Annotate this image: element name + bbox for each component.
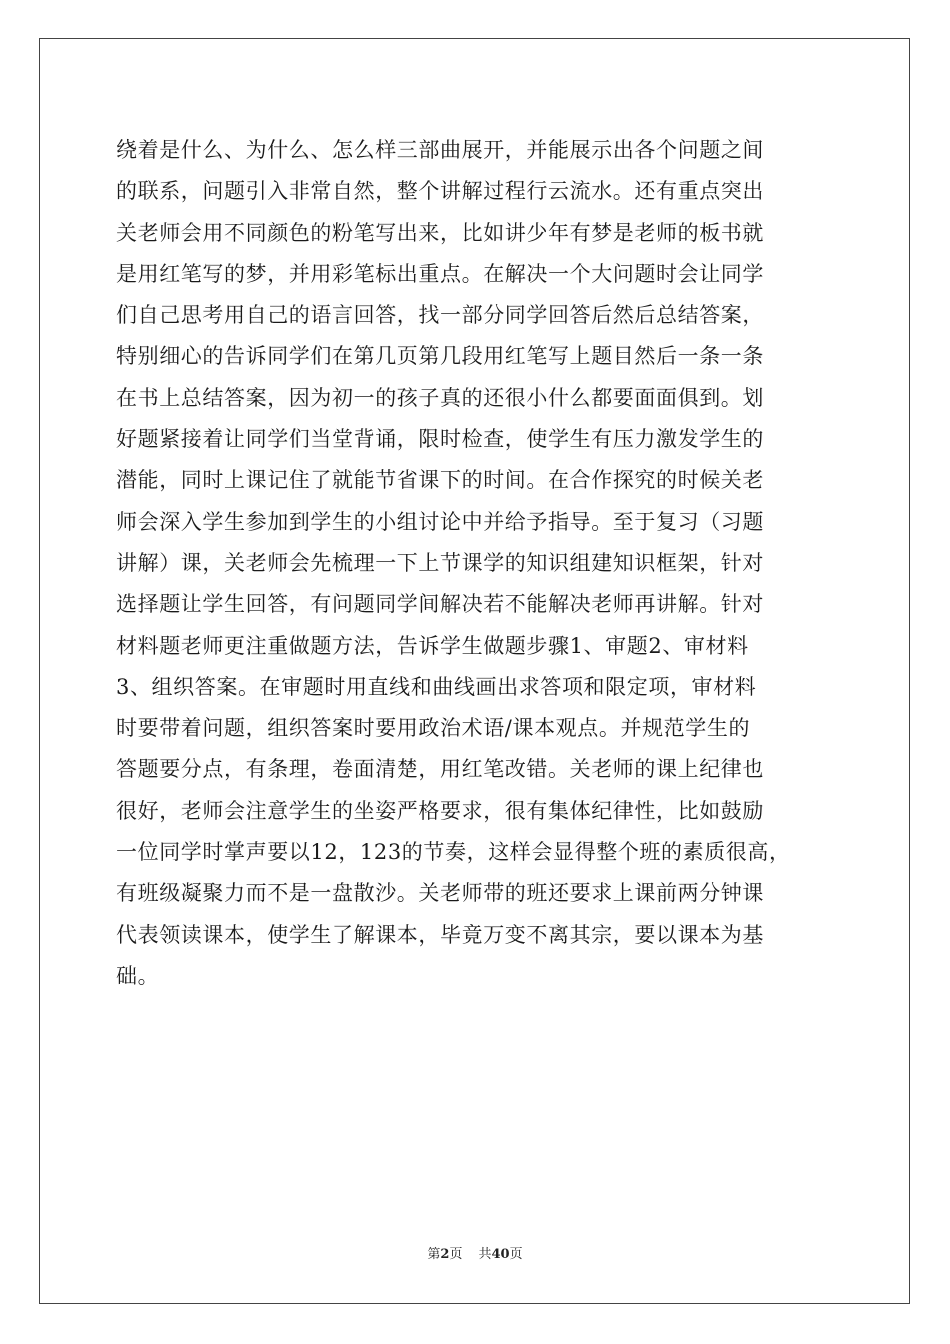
- text-line: 讲解）课，关老师会先梳理一下上节课学的知识组建知识框架，针对: [116, 550, 764, 575]
- text-line: 3、组织答案。在审题时用直线和曲线画出求答项和限定项，审材料: [116, 674, 757, 699]
- total-pages-indicator: [478, 1247, 522, 1262]
- text-line: 关老师会用不同颜色的粉笔写出来，比如讲少年有梦是老师的板书就: [116, 220, 764, 245]
- page-prefix: 第: [427, 1247, 441, 1262]
- page-footer: [0, 1246, 950, 1264]
- text-line: 潜能，同时上课记住了就能节省课下的时间。在合作探究的时候关老: [116, 468, 764, 493]
- total-suffix: 页: [509, 1247, 523, 1262]
- text-line: 是用红笔写的梦，并用彩笔标出重点。在解决一个大问题时会让同学: [116, 261, 764, 286]
- text-line: 师会深入学生参加到学生的小组讨论中并给予指导。至于复习（习题: [116, 509, 764, 534]
- text-line: 们自己思考用自己的语言回答，找一部分同学回答后然后总结答案，: [116, 303, 764, 328]
- page-suffix: 页: [449, 1247, 463, 1262]
- text-line: 有班级凝聚力而不是一盘散沙。关老师带的班还要求上课前两分钟课: [116, 881, 764, 906]
- page-number: 2: [440, 1247, 450, 1262]
- text-line: 在书上总结答案，因为初一的孩子真的还很小什么都要面面俱到。划: [116, 385, 764, 410]
- text-line: 特别细心的告诉同学们在第几页第几段用红笔写上题目然后一条一条: [116, 344, 764, 369]
- text-line: 很好，老师会注意学生的坐姿严格要求，很有集体纪律性，比如鼓励: [116, 798, 764, 823]
- page-indicator: [427, 1247, 462, 1262]
- text-line: 一位同学时掌声要以12，123的节奏，这样会显得整个班的素质很高，: [116, 840, 791, 865]
- total-prefix: 共: [478, 1247, 492, 1262]
- text-line: 时要带着问题，组织答案时要用政治术语/课本观点。并规范学生的: [116, 716, 751, 741]
- text-line: 的联系，问题引入非常自然，整个讲解过程行云流水。还有重点突出: [116, 179, 764, 204]
- text-line: 础。: [116, 963, 160, 988]
- document-body: [116, 130, 836, 997]
- text-line: 选择题让学生回答，有问题同学间解决若不能解决老师再讲解。针对: [116, 592, 764, 617]
- text-line: 答题要分点，有条理，卷面清楚，用红笔改错。关老师的课上纪律也: [116, 757, 764, 782]
- total-pages: 40: [491, 1247, 510, 1262]
- text-line: 好题紧接着让同学们当堂背诵，限时检查，使学生有压力激发学生的: [116, 427, 764, 452]
- text-line: 材料题老师更注重做题方法，告诉学生做题步骤1、审题2、审材料: [116, 633, 749, 658]
- text-line: 代表领读课本，使学生了解课本，毕竟万变不离其宗，要以课本为基: [116, 922, 764, 947]
- text-line: 绕着是什么、为什么、怎么样三部曲展开，并能展示出各个问题之间: [116, 138, 764, 162]
